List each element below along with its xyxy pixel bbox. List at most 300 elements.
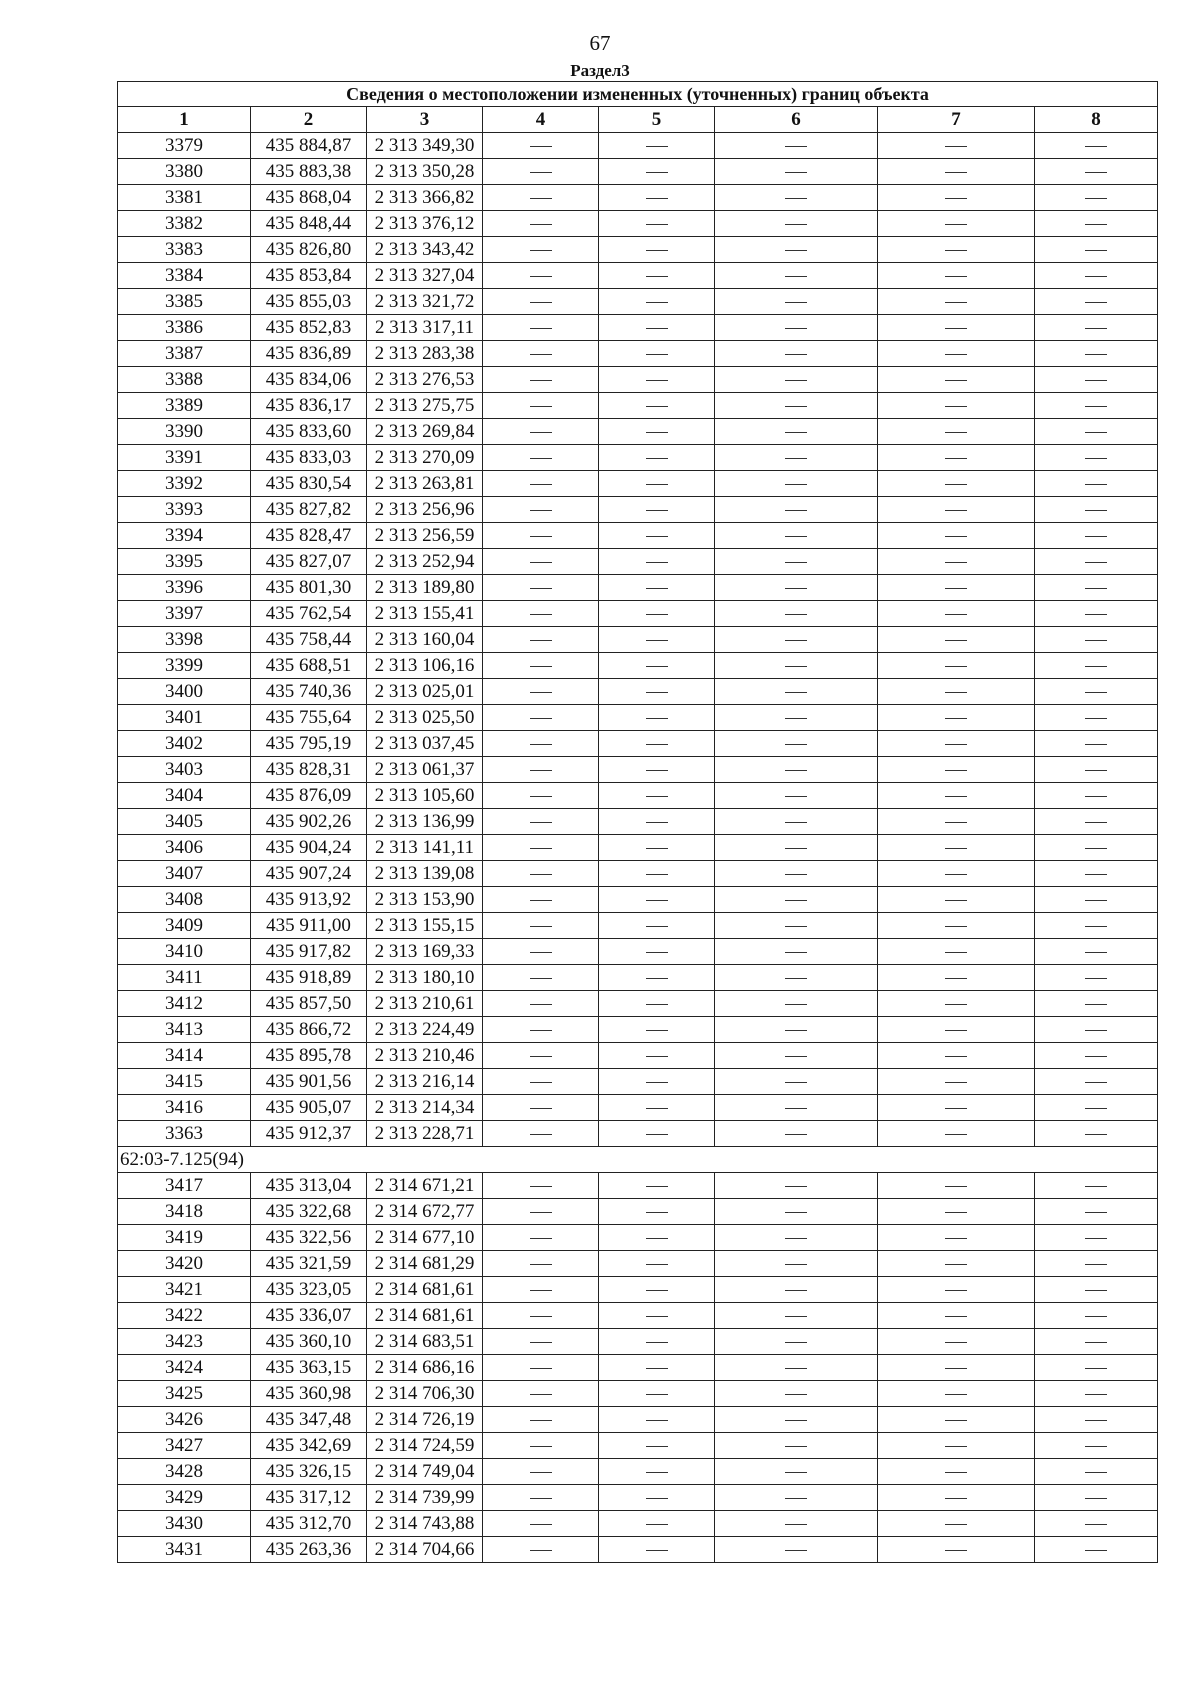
- dash-mark: [530, 978, 552, 979]
- x-coordinate-cell: 435 904,24: [251, 835, 367, 861]
- dash-mark: [945, 1056, 967, 1057]
- y-coordinate-cell: 2 313 321,72: [367, 289, 483, 315]
- table-row: [118, 809, 1158, 835]
- empty-value-cell: [878, 653, 1035, 679]
- empty-value-cell: [1035, 497, 1158, 523]
- dash-mark: [945, 1186, 967, 1187]
- empty-value-cell: [1035, 289, 1158, 315]
- dash-mark: [1085, 614, 1107, 615]
- empty-value-cell: [878, 159, 1035, 185]
- dash-mark: [646, 952, 668, 953]
- empty-value-cell: [715, 1511, 878, 1537]
- dash-mark: [945, 874, 967, 875]
- y-coordinate-cell: 2 314 681,61: [367, 1303, 483, 1329]
- empty-value-cell: [1035, 393, 1158, 419]
- empty-value-cell: [878, 939, 1035, 965]
- dash-mark: [1085, 1134, 1107, 1135]
- dash-mark: [785, 1056, 807, 1057]
- dash-mark: [785, 692, 807, 693]
- empty-value-cell: [878, 419, 1035, 445]
- dash-mark: [530, 354, 552, 355]
- empty-value-cell: [1035, 1511, 1158, 1537]
- group-label: 62:03-7.125(94): [118, 1147, 1158, 1173]
- dash-mark: [646, 1030, 668, 1031]
- table-caption-row: [118, 82, 1158, 107]
- empty-value-cell: [599, 419, 715, 445]
- table-row: [118, 1537, 1158, 1563]
- dash-mark: [530, 484, 552, 485]
- dash-mark: [785, 276, 807, 277]
- point-number-cell: 3401: [118, 705, 251, 731]
- empty-value-cell: [599, 1251, 715, 1277]
- y-coordinate-cell: 2 313 139,08: [367, 861, 483, 887]
- empty-value-cell: [599, 1173, 715, 1199]
- table-row: [118, 497, 1158, 523]
- dash-mark: [945, 640, 967, 641]
- empty-value-cell: [1035, 1225, 1158, 1251]
- dash-mark: [1085, 354, 1107, 355]
- dash-mark: [646, 146, 668, 147]
- dash-mark: [530, 458, 552, 459]
- dash-mark: [945, 1082, 967, 1083]
- empty-value-cell: [483, 419, 599, 445]
- y-coordinate-cell: 2 313 366,82: [367, 185, 483, 211]
- table-row: [118, 757, 1158, 783]
- point-number-cell: 3388: [118, 367, 251, 393]
- table-row: [118, 861, 1158, 887]
- empty-value-cell: [1035, 1355, 1158, 1381]
- empty-value-cell: [878, 861, 1035, 887]
- empty-value-cell: [1035, 419, 1158, 445]
- dash-mark: [646, 588, 668, 589]
- dash-mark: [785, 1472, 807, 1473]
- empty-value-cell: [878, 1043, 1035, 1069]
- empty-value-cell: [599, 965, 715, 991]
- dash-mark: [1085, 1524, 1107, 1525]
- point-number-cell: 3418: [118, 1199, 251, 1225]
- dash-mark: [1085, 198, 1107, 199]
- dash-mark: [530, 1290, 552, 1291]
- dash-mark: [1085, 1498, 1107, 1499]
- x-coordinate-cell: 435 312,70: [251, 1511, 367, 1537]
- dash-mark: [530, 692, 552, 693]
- dash-mark: [945, 822, 967, 823]
- dash-mark: [1085, 1446, 1107, 1447]
- empty-value-cell: [483, 809, 599, 835]
- point-number-cell: 3384: [118, 263, 251, 289]
- empty-value-cell: [715, 835, 878, 861]
- empty-value-cell: [599, 445, 715, 471]
- y-coordinate-cell: 2 313 025,01: [367, 679, 483, 705]
- y-coordinate-cell: 2 314 681,29: [367, 1251, 483, 1277]
- empty-value-cell: [878, 237, 1035, 263]
- dash-mark: [945, 302, 967, 303]
- table-row: [118, 627, 1158, 653]
- point-number-cell: 3405: [118, 809, 251, 835]
- empty-value-cell: [1035, 679, 1158, 705]
- table-row: [118, 1407, 1158, 1433]
- empty-value-cell: [715, 1251, 878, 1277]
- dash-mark: [785, 1186, 807, 1187]
- column-header: 1: [118, 107, 251, 133]
- dash-mark: [646, 198, 668, 199]
- dash-mark: [1085, 640, 1107, 641]
- empty-value-cell: [1035, 1277, 1158, 1303]
- dash-mark: [530, 1212, 552, 1213]
- empty-value-cell: [715, 419, 878, 445]
- dash-mark: [785, 1004, 807, 1005]
- dash-mark: [530, 874, 552, 875]
- empty-value-cell: [483, 549, 599, 575]
- empty-value-cell: [483, 1173, 599, 1199]
- empty-value-cell: [483, 887, 599, 913]
- dash-mark: [1085, 302, 1107, 303]
- empty-value-cell: [1035, 1069, 1158, 1095]
- point-number-cell: 3431: [118, 1537, 251, 1563]
- dash-mark: [945, 172, 967, 173]
- table-caption: Сведения о местоположении измененных (уточненных) границ объекта: [118, 82, 1158, 107]
- column-header: 4: [483, 107, 599, 133]
- empty-value-cell: [599, 1069, 715, 1095]
- dash-mark: [646, 224, 668, 225]
- empty-value-cell: [1035, 835, 1158, 861]
- x-coordinate-cell: 435 868,04: [251, 185, 367, 211]
- dash-mark: [530, 822, 552, 823]
- dash-mark: [646, 744, 668, 745]
- y-coordinate-cell: 2 313 263,81: [367, 471, 483, 497]
- dash-mark: [530, 1342, 552, 1343]
- empty-value-cell: [878, 1251, 1035, 1277]
- x-coordinate-cell: 435 883,38: [251, 159, 367, 185]
- point-number-cell: 3412: [118, 991, 251, 1017]
- empty-value-cell: [878, 1485, 1035, 1511]
- dash-mark: [945, 1004, 967, 1005]
- empty-value-cell: [1035, 1381, 1158, 1407]
- empty-value-cell: [878, 757, 1035, 783]
- dash-mark: [646, 1342, 668, 1343]
- dash-mark: [945, 458, 967, 459]
- empty-value-cell: [715, 341, 878, 367]
- dash-mark: [1085, 1550, 1107, 1551]
- table-row: [118, 1121, 1158, 1147]
- dash-mark: [1085, 874, 1107, 875]
- dash-mark: [945, 1446, 967, 1447]
- empty-value-cell: [483, 1511, 599, 1537]
- empty-value-cell: [1035, 601, 1158, 627]
- dash-mark: [646, 406, 668, 407]
- y-coordinate-cell: 2 313 210,61: [367, 991, 483, 1017]
- empty-value-cell: [483, 1043, 599, 1069]
- empty-value-cell: [878, 835, 1035, 861]
- dash-mark: [530, 1004, 552, 1005]
- dash-mark: [945, 562, 967, 563]
- dash-mark: [1085, 1082, 1107, 1083]
- empty-value-cell: [1035, 1251, 1158, 1277]
- dash-mark: [530, 406, 552, 407]
- dash-mark: [530, 1498, 552, 1499]
- empty-value-cell: [1035, 1407, 1158, 1433]
- table-row: [118, 367, 1158, 393]
- point-number-cell: 3363: [118, 1121, 251, 1147]
- x-coordinate-cell: 435 342,69: [251, 1433, 367, 1459]
- empty-value-cell: [878, 497, 1035, 523]
- x-coordinate-cell: 435 895,78: [251, 1043, 367, 1069]
- y-coordinate-cell: 2 313 136,99: [367, 809, 483, 835]
- dash-mark: [785, 328, 807, 329]
- empty-value-cell: [1035, 1329, 1158, 1355]
- x-coordinate-cell: 435 853,84: [251, 263, 367, 289]
- dash-mark: [1085, 848, 1107, 849]
- empty-value-cell: [715, 627, 878, 653]
- dash-mark: [646, 354, 668, 355]
- empty-value-cell: [1035, 731, 1158, 757]
- dash-mark: [646, 1368, 668, 1369]
- empty-value-cell: [715, 237, 878, 263]
- table-row: [118, 1459, 1158, 1485]
- dash-mark: [785, 900, 807, 901]
- empty-value-cell: [483, 289, 599, 315]
- dash-mark: [530, 276, 552, 277]
- empty-value-cell: [599, 757, 715, 783]
- empty-value-cell: [715, 705, 878, 731]
- dash-mark: [530, 302, 552, 303]
- empty-value-cell: [599, 1355, 715, 1381]
- empty-value-cell: [483, 497, 599, 523]
- dash-mark: [530, 718, 552, 719]
- point-number-cell: 3421: [118, 1277, 251, 1303]
- empty-value-cell: [599, 159, 715, 185]
- x-coordinate-cell: 435 855,03: [251, 289, 367, 315]
- dash-mark: [1085, 250, 1107, 251]
- empty-value-cell: [1035, 783, 1158, 809]
- empty-value-cell: [599, 1017, 715, 1043]
- empty-value-cell: [483, 393, 599, 419]
- table-row: [118, 1173, 1158, 1199]
- x-coordinate-cell: 435 326,15: [251, 1459, 367, 1485]
- dash-mark: [530, 796, 552, 797]
- empty-value-cell: [483, 1407, 599, 1433]
- empty-value-cell: [483, 1459, 599, 1485]
- y-coordinate-cell: 2 314 749,04: [367, 1459, 483, 1485]
- dash-mark: [530, 1394, 552, 1395]
- empty-value-cell: [483, 237, 599, 263]
- empty-value-cell: [715, 1017, 878, 1043]
- x-coordinate-cell: 435 322,56: [251, 1225, 367, 1251]
- empty-value-cell: [715, 965, 878, 991]
- empty-value-cell: [1035, 471, 1158, 497]
- empty-value-cell: [878, 731, 1035, 757]
- y-coordinate-cell: 2 314 726,19: [367, 1407, 483, 1433]
- y-coordinate-cell: 2 314 683,51: [367, 1329, 483, 1355]
- dash-mark: [1085, 822, 1107, 823]
- dash-mark: [945, 224, 967, 225]
- x-coordinate-cell: 435 848,44: [251, 211, 367, 237]
- empty-value-cell: [599, 601, 715, 627]
- table-row: [118, 211, 1158, 237]
- x-coordinate-cell: 435 321,59: [251, 1251, 367, 1277]
- empty-value-cell: [715, 367, 878, 393]
- point-number-cell: 3381: [118, 185, 251, 211]
- y-coordinate-cell: 2 313 180,10: [367, 965, 483, 991]
- dash-mark: [1085, 380, 1107, 381]
- y-coordinate-cell: 2 313 349,30: [367, 133, 483, 159]
- dash-mark: [646, 1316, 668, 1317]
- dash-mark: [1085, 562, 1107, 563]
- table-row: [118, 1433, 1158, 1459]
- boundary-coordinates-table: [117, 81, 1158, 1563]
- dash-mark: [1085, 1316, 1107, 1317]
- empty-value-cell: [878, 1433, 1035, 1459]
- dash-mark: [646, 302, 668, 303]
- dash-mark: [785, 666, 807, 667]
- empty-value-cell: [878, 367, 1035, 393]
- empty-value-cell: [715, 991, 878, 1017]
- empty-value-cell: [599, 913, 715, 939]
- dash-mark: [530, 1030, 552, 1031]
- dash-mark: [785, 1394, 807, 1395]
- dash-mark: [646, 1186, 668, 1187]
- dash-mark: [1085, 1056, 1107, 1057]
- empty-value-cell: [599, 1303, 715, 1329]
- dash-mark: [530, 1056, 552, 1057]
- dash-mark: [785, 640, 807, 641]
- dash-mark: [646, 380, 668, 381]
- dash-mark: [945, 198, 967, 199]
- dash-mark: [646, 1082, 668, 1083]
- empty-value-cell: [878, 1329, 1035, 1355]
- y-coordinate-cell: 2 313 275,75: [367, 393, 483, 419]
- empty-value-cell: [599, 263, 715, 289]
- x-coordinate-cell: 435 828,31: [251, 757, 367, 783]
- empty-value-cell: [1035, 887, 1158, 913]
- empty-value-cell: [599, 471, 715, 497]
- column-header: 7: [878, 107, 1035, 133]
- dash-mark: [785, 458, 807, 459]
- empty-value-cell: [483, 601, 599, 627]
- x-coordinate-cell: 435 833,03: [251, 445, 367, 471]
- empty-value-cell: [599, 679, 715, 705]
- empty-value-cell: [599, 1121, 715, 1147]
- x-coordinate-cell: 435 836,89: [251, 341, 367, 367]
- empty-value-cell: [878, 523, 1035, 549]
- table-row: [118, 705, 1158, 731]
- y-coordinate-cell: 2 313 155,15: [367, 913, 483, 939]
- dash-mark: [530, 952, 552, 953]
- x-coordinate-cell: 435 907,24: [251, 861, 367, 887]
- empty-value-cell: [878, 1511, 1035, 1537]
- dash-mark: [1085, 328, 1107, 329]
- empty-value-cell: [483, 913, 599, 939]
- empty-value-cell: [483, 965, 599, 991]
- dash-mark: [1085, 588, 1107, 589]
- dash-mark: [785, 1030, 807, 1031]
- empty-value-cell: [878, 1277, 1035, 1303]
- empty-value-cell: [878, 263, 1035, 289]
- dash-mark: [530, 146, 552, 147]
- dash-mark: [1085, 536, 1107, 537]
- empty-value-cell: [715, 1199, 878, 1225]
- dash-mark: [945, 1264, 967, 1265]
- empty-value-cell: [1035, 263, 1158, 289]
- dash-mark: [1085, 1420, 1107, 1421]
- x-coordinate-cell: 435 902,26: [251, 809, 367, 835]
- empty-value-cell: [715, 185, 878, 211]
- empty-value-cell: [878, 991, 1035, 1017]
- table-row: [118, 315, 1158, 341]
- dash-mark: [530, 744, 552, 745]
- dash-mark: [785, 172, 807, 173]
- empty-value-cell: [1035, 445, 1158, 471]
- empty-value-cell: [599, 731, 715, 757]
- table-row: [118, 1381, 1158, 1407]
- empty-value-cell: [878, 627, 1035, 653]
- dash-mark: [785, 718, 807, 719]
- empty-value-cell: [1035, 315, 1158, 341]
- empty-value-cell: [715, 1043, 878, 1069]
- empty-value-cell: [715, 1433, 878, 1459]
- x-coordinate-cell: 435 834,06: [251, 367, 367, 393]
- empty-value-cell: [1035, 1459, 1158, 1485]
- empty-value-cell: [599, 783, 715, 809]
- empty-value-cell: [715, 263, 878, 289]
- dash-mark: [646, 1108, 668, 1109]
- empty-value-cell: [715, 809, 878, 835]
- table-row: [118, 133, 1158, 159]
- table-row: [118, 471, 1158, 497]
- x-coordinate-cell: 435 912,37: [251, 1121, 367, 1147]
- dash-mark: [1085, 1212, 1107, 1213]
- point-number-cell: 3390: [118, 419, 251, 445]
- dash-mark: [945, 718, 967, 719]
- x-coordinate-cell: 435 360,98: [251, 1381, 367, 1407]
- empty-value-cell: [483, 653, 599, 679]
- empty-value-cell: [483, 341, 599, 367]
- dash-mark: [1085, 718, 1107, 719]
- dash-mark: [646, 1446, 668, 1447]
- x-coordinate-cell: 435 901,56: [251, 1069, 367, 1095]
- table-row: [118, 1511, 1158, 1537]
- dash-mark: [945, 1134, 967, 1135]
- empty-value-cell: [878, 809, 1035, 835]
- empty-value-cell: [715, 133, 878, 159]
- x-coordinate-cell: 435 905,07: [251, 1095, 367, 1121]
- empty-value-cell: [483, 1225, 599, 1251]
- dash-mark: [1085, 926, 1107, 927]
- empty-value-cell: [599, 653, 715, 679]
- dash-mark: [945, 666, 967, 667]
- dash-mark: [945, 1290, 967, 1291]
- dash-mark: [1085, 432, 1107, 433]
- table-row: [118, 887, 1158, 913]
- x-coordinate-cell: 435 317,12: [251, 1485, 367, 1511]
- y-coordinate-cell: 2 313 169,33: [367, 939, 483, 965]
- point-number-cell: 3413: [118, 1017, 251, 1043]
- empty-value-cell: [599, 393, 715, 419]
- empty-value-cell: [715, 1303, 878, 1329]
- empty-value-cell: [878, 575, 1035, 601]
- empty-value-cell: [483, 523, 599, 549]
- empty-value-cell: [1035, 1199, 1158, 1225]
- empty-value-cell: [878, 1121, 1035, 1147]
- dash-mark: [646, 718, 668, 719]
- empty-value-cell: [1035, 159, 1158, 185]
- empty-value-cell: [878, 289, 1035, 315]
- dash-mark: [785, 1264, 807, 1265]
- empty-value-cell: [1035, 341, 1158, 367]
- y-coordinate-cell: 2 314 704,66: [367, 1537, 483, 1563]
- empty-value-cell: [878, 341, 1035, 367]
- x-coordinate-cell: 435 323,05: [251, 1277, 367, 1303]
